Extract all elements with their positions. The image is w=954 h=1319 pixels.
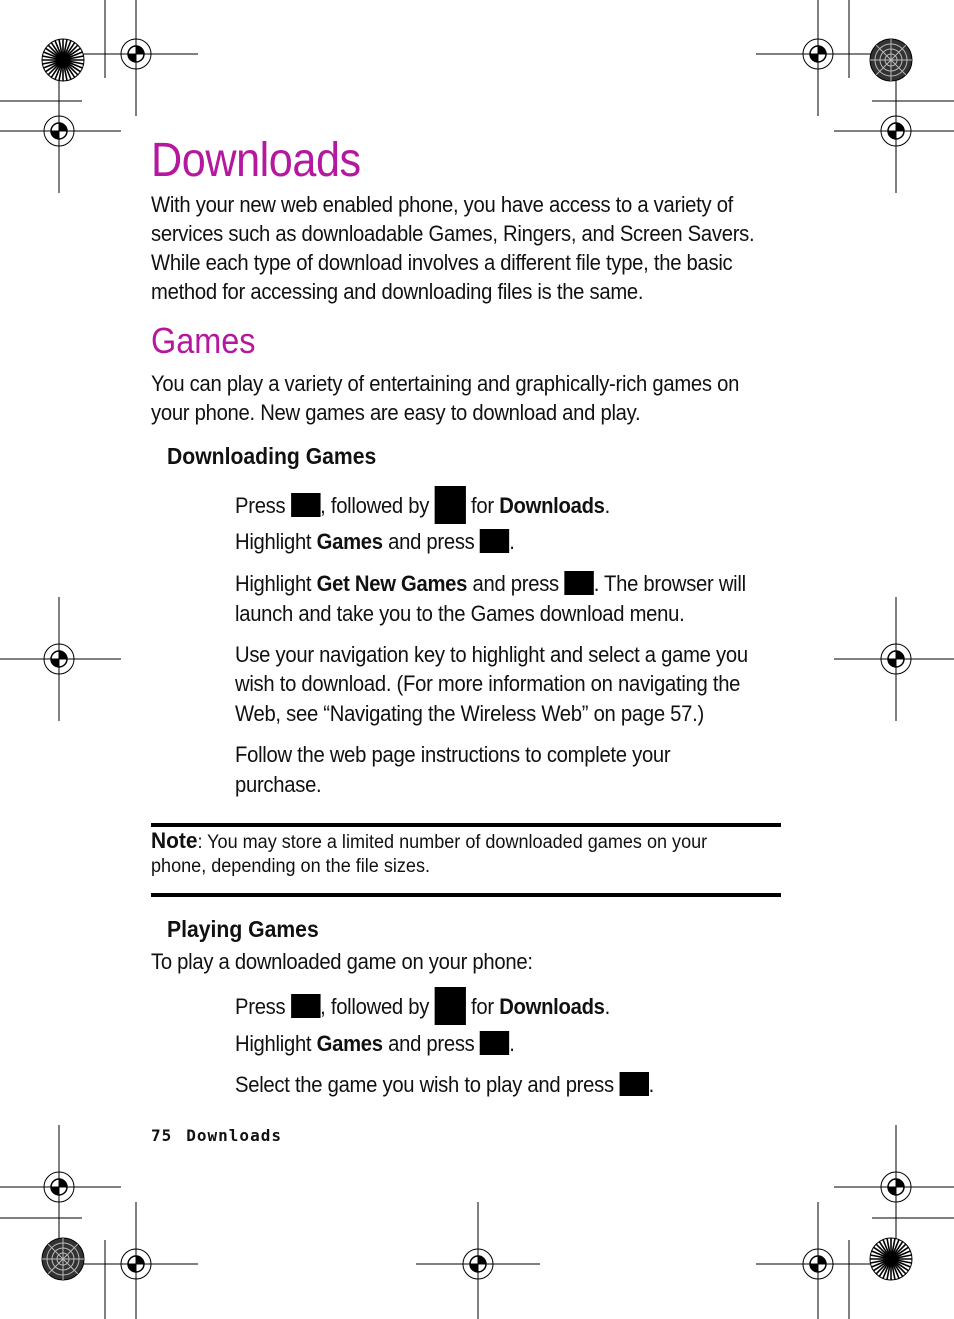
download-step-5: purchase. bbox=[235, 772, 322, 797]
ok-key-icon bbox=[564, 571, 593, 595]
download-step-1: Press , followed by for Downloads. bbox=[235, 486, 610, 524]
download-step-3: Highlight Get New Games and press . The browser will bbox=[235, 571, 746, 596]
nav-key-icon bbox=[434, 486, 465, 524]
intro-line: While each type of download involves a different file type, the basic bbox=[151, 250, 733, 275]
footer-section: Downloads bbox=[186, 1126, 282, 1145]
download-step-3-cont: launch and take you to the Games download menu. bbox=[235, 601, 685, 626]
page-number: 75 bbox=[151, 1126, 173, 1145]
ok-key-icon bbox=[480, 529, 509, 553]
subheading-playing-games: Playing Games bbox=[167, 916, 319, 942]
intro-line: method for accessing and downloading files is the same. bbox=[151, 279, 644, 304]
nav-key-icon bbox=[434, 987, 465, 1025]
intro-line: services such as downloadable Games, Ringers, and Screen Savers. bbox=[151, 221, 755, 246]
note: Note: You may store a limited number of downloaded games on your phone, depending on the file sizes. bbox=[151, 828, 708, 877]
section-heading-games: Games bbox=[151, 320, 256, 361]
play-step-2: Highlight Games and press . bbox=[235, 1031, 515, 1056]
play-step-3: Select the game you wish to play and press . bbox=[235, 1072, 654, 1097]
ok-key-icon bbox=[480, 1031, 509, 1055]
intro-line: With your new web enabled phone, you have access to a variety of bbox=[151, 192, 734, 217]
page-footer bbox=[151, 1126, 296, 1145]
games-intro-line: You can play a variety of entertaining and graphically-rich games on bbox=[151, 371, 740, 396]
download-step-4: wish to download. (For more information on navigating the bbox=[235, 671, 741, 696]
games-intro-line: your phone. New games are easy to download and play. bbox=[151, 400, 641, 425]
download-step-2: Highlight Games and press . bbox=[235, 529, 515, 554]
download-step-4: Web, see “Navigating the Wireless Web” on page 57.) bbox=[235, 701, 704, 726]
menu-key-icon bbox=[291, 994, 320, 1018]
note-top-rule bbox=[151, 823, 781, 827]
subheading-downloading-games: Downloading Games bbox=[167, 443, 377, 469]
download-step-5: Follow the web page instructions to complete your bbox=[235, 742, 671, 767]
download-step-4: Use your navigation key to highlight and select a game you bbox=[235, 642, 748, 667]
note-label: Note bbox=[151, 828, 198, 853]
play-step-1: Press , followed by for Downloads. bbox=[235, 987, 610, 1025]
page-title: Downloads bbox=[151, 134, 361, 187]
ok-key-icon bbox=[619, 1072, 648, 1096]
note-bottom-rule bbox=[151, 893, 781, 897]
playing-intro: To play a downloaded game on your phone: bbox=[151, 949, 533, 974]
menu-key-icon bbox=[291, 493, 320, 517]
